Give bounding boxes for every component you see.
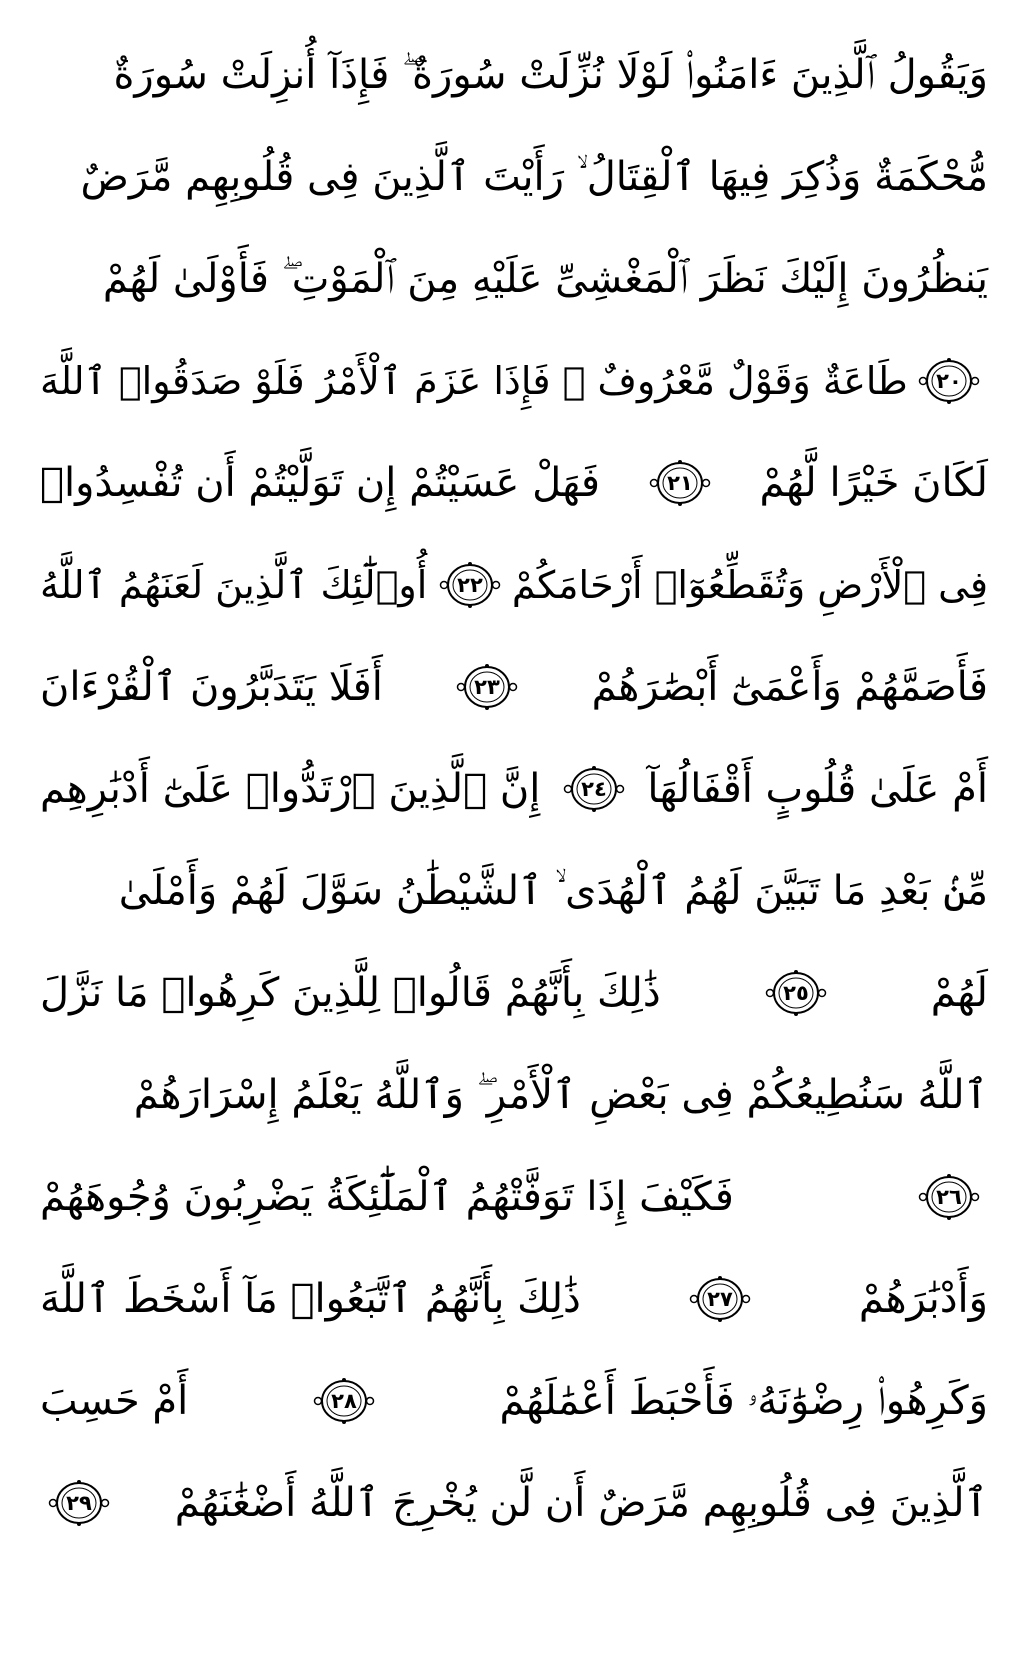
text-line-1 [40, 25, 988, 125]
ayah-ornament-icon [561, 765, 627, 813]
line-7-text-a: فَأَصَمَّهُمْ وَأَعْمَىٰٓ أَبْصَٰرَهُمْ [591, 664, 988, 710]
ayah-ornament-icon [454, 663, 520, 711]
text-line-11 [40, 1045, 988, 1145]
line-7-text-b: أَفَلَا يَتَدَبَّرُونَ ٱلْقُرْءَانَ [40, 664, 383, 710]
line-15-text: ٱلَّذِينَ فِى قُلُوبِهِم مَّرَضٌ أَن لَّن يُخْرِجَ ٱللَّهُ أَضْغَٰنَهُمْ [174, 1480, 988, 1526]
ayah-number-marker [311, 1377, 377, 1425]
ayah-number: ٢٦ [936, 1185, 962, 1209]
line-11-text: ٱللَّهُ سَنُطِيعُكُمْ فِى بَعْضِ ٱلْأَمْرِ ۖ وَٱللَّهُ يَعْلَمُ إِسْرَارَهُمْ [133, 1072, 988, 1118]
text-line-7 [40, 637, 988, 737]
line-2-text: مُّحْكَمَةٌ وَذُكِرَ فِيهَا ٱلْقِتَالُ ۙ رَأَيْتَ ٱلَّذِينَ فِى قُلُوبِهِم مَّرَضٌ [80, 154, 988, 200]
ayah-ornament-icon [916, 357, 982, 405]
line-8-text-b: إِنَّ ٱلَّذِينَ ٱرْتَدُّوا۟ عَلَىٰٓ أَدْبَٰرِهِم [40, 766, 541, 812]
ayah-ornament-icon [46, 1479, 112, 1527]
ayah-ornament-icon [647, 459, 713, 507]
text-line-5 [40, 433, 988, 533]
text-line-13 [40, 1249, 988, 1349]
ayah-ornament-icon [687, 1275, 753, 1323]
line-13-text-a: وَأَدْبَٰرَهُمْ [858, 1276, 988, 1322]
ayah-number: ٢٠ [936, 369, 962, 393]
line-9-text: مِّنۢ بَعْدِ مَا تَبَيَّنَ لَهُمُ ٱلْهُدَى ۙ ٱلشَّيْطَٰنُ سَوَّلَ لَهُمْ وَأَمْلَىٰ [118, 868, 988, 914]
line-6-text-b: أُو۟لَٰٓئِكَ ٱلَّذِينَ لَعَنَهُمُ ٱللَّهُ [40, 563, 428, 607]
ayah-number-marker [647, 459, 713, 507]
ayah-number: ٢١ [666, 471, 693, 495]
ayah-ornament-icon [763, 969, 829, 1017]
line-14-text-b: أَمْ حَسِبَ [40, 1378, 189, 1424]
line-13-text-b: ذَٰلِكَ بِأَنَّهُمُ ٱتَّبَعُوا۟ مَآ أَسْخَطَ ٱللَّهَ [40, 1276, 581, 1322]
line-14-text-a: وَكَرِهُوا۟ رِضْوَٰنَهُۥ فَأَحْبَطَ أَعْمَٰلَهُمْ [499, 1378, 988, 1424]
line-5-text-b: فَهَلْ عَسَيْتُمْ إِن تَوَلَّيْتُمْ أَن تُفْسِدُوا۟ [40, 460, 600, 506]
line-1-text: وَيَقُولُ ٱلَّذِينَ ءَامَنُوا۟ لَوْلَا نُزِّلَتْ سُورَةٌ ۖ فَإِذَآ أُنزِلَتْ سُورَةٌ [113, 52, 988, 98]
text-line-12 [40, 1147, 988, 1247]
ayah-number: ٢٧ [707, 1287, 733, 1311]
ayah-number-marker [763, 969, 829, 1017]
ayah-number: ٢٩ [66, 1491, 92, 1515]
ayah-number-marker [916, 357, 982, 405]
text-line-6 [40, 535, 988, 635]
ayah-number: ٢٢ [456, 573, 483, 597]
ayah-number: ٢٥ [782, 981, 809, 1005]
ayah-number-marker [916, 1173, 982, 1221]
ayah-ornament-icon [916, 1173, 982, 1221]
line-8-text-a: أَمْ عَلَىٰ قُلُوبٍ أَقْفَالُهَآ [647, 766, 988, 812]
text-line-10 [40, 943, 988, 1043]
text-line-4 [40, 331, 988, 431]
line-3-text: يَنظُرُونَ إِلَيْكَ نَظَرَ ٱلْمَغْشِىِّ عَلَيْهِ مِنَ ٱلْمَوْتِ ۖ فَأَوْلَىٰ لَهُمْ [102, 256, 988, 302]
text-line-2 [40, 127, 988, 227]
ayah-number-marker [561, 765, 627, 813]
line-10-text-b: ذَٰلِكَ بِأَنَّهُمْ قَالُوا۟ لِلَّذِينَ كَرِهُوا۟ مَا نَزَّلَ [40, 970, 661, 1016]
text-line-9 [40, 841, 988, 941]
ayah-number-marker [437, 561, 503, 609]
line-12-text: فَكَيْفَ إِذَا تَوَفَّتْهُمُ ٱلْمَلَٰٓئِكَةُ يَضْرِبُونَ وُجُوهَهُمْ [40, 1174, 734, 1220]
ayah-number: ٢٨ [331, 1389, 357, 1413]
text-line-8 [40, 739, 988, 839]
ayah-number: ٢٣ [474, 675, 501, 699]
ayah-ornament-icon [311, 1377, 377, 1425]
line-10-text-a: لَهُمْ [930, 970, 988, 1016]
ayah-number-marker [46, 1479, 112, 1527]
text-line-3 [40, 229, 988, 329]
ayah-ornament-icon [437, 561, 503, 609]
line-5-text-a: لَكَانَ خَيْرًا لَّهُمْ [759, 460, 988, 506]
ayah-number-marker [454, 663, 520, 711]
text-line-15 [40, 1453, 988, 1553]
line-4-text: طَاعَةٌ وَقَوْلٌ مَّعْرُوفٌ ۚ فَإِذَا عَزَمَ ٱلْأَمْرُ فَلَوْ صَدَقُوا۟ ٱللَّهَ [40, 359, 908, 403]
text-line-14 [40, 1351, 988, 1451]
line-6-text-a: فِى ٱلْأَرْضِ وَتُقَطِّعُوٓا۟ أَرْحَامَكُمْ [511, 563, 988, 607]
ayah-number-marker [687, 1275, 753, 1323]
ayah-number: ٢٤ [581, 777, 607, 801]
